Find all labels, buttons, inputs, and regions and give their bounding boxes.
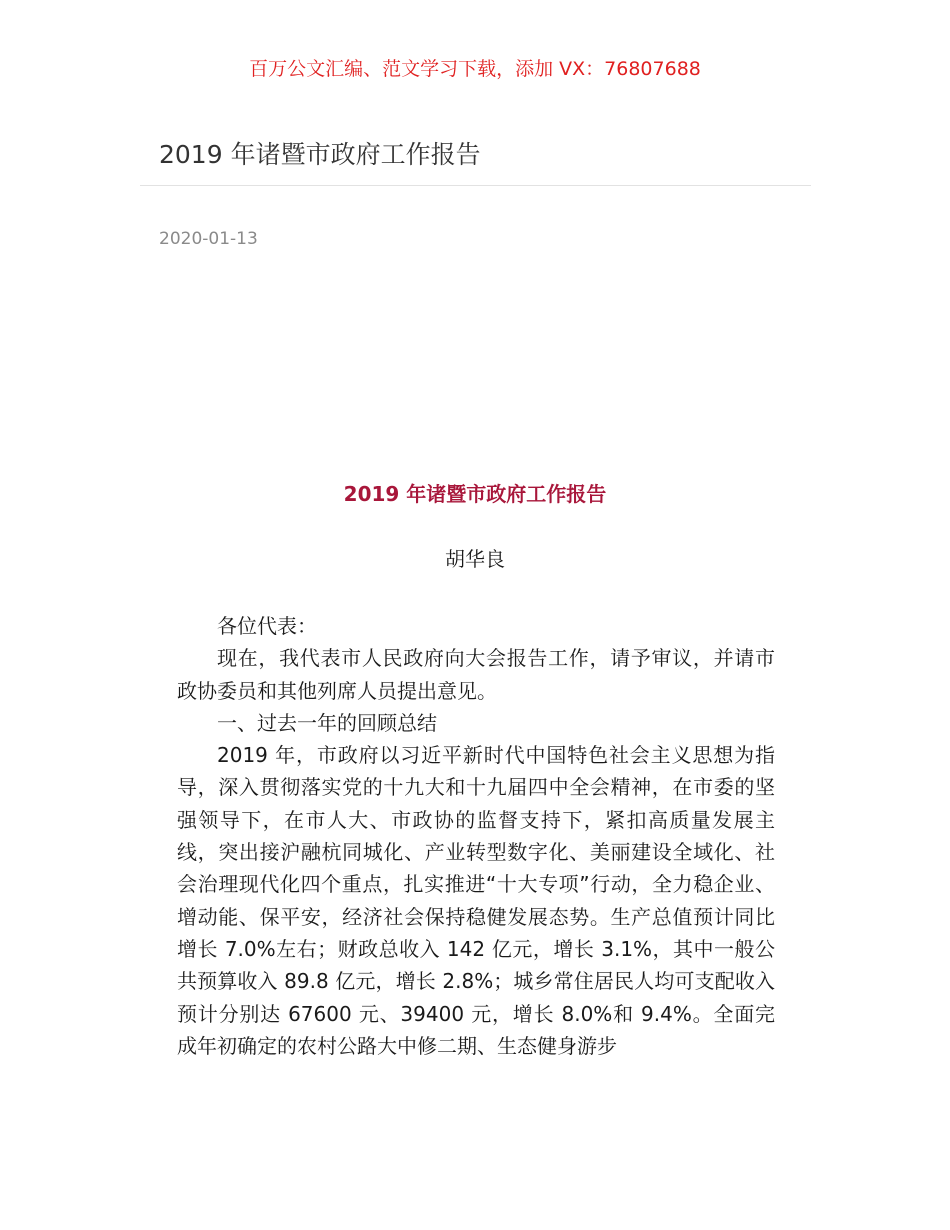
body-paragraph: 2019 年，市政府以习近平新时代中国特色社会主义思想为指导，深入贯彻落实党的十九大和十九届四中全会精神，在市委的坚强领导下，在市人大、市政协的监督支持下，紧扣高质量发展主线，突出接沪融杭同城化、产业转型数字化、美丽建设全域化、社会治理现代化四个重点，扎实推进“十大专项”行动，全力稳企业、增动能、保平安，经济社会保持稳健发展态势。生产总值预计同比增长 7.0%左右；财政总收入 142 亿元，增长 3.1%，其中一般公共预算收入 89.8 亿元，增长 2.8%；城乡常住居民人均可支配收入预计分别达 67600 元、39400 元，增长 8.0%和 9.4%。全面完成年初确定的农村公路大中修二期、生态健身游步 — [177, 743, 775, 1058]
download-banner: 百万公文汇编、范文学习下载，添加 VX：76807688 — [249, 58, 701, 80]
page-title: 2019 年诸暨市政府工作报告 — [159, 140, 481, 169]
document-heading: 2019 年诸暨市政府工作报告 — [343, 482, 607, 506]
title-divider — [140, 185, 811, 186]
body-paragraph: 现在，我代表市人民政府向大会报告工作，请予审议，并请市政协委员和其他列席人员提出意见。 — [177, 646, 775, 703]
document-body — [177, 610, 775, 1062]
publish-date: 2020-01-13 — [159, 229, 258, 249]
document-author: 胡华良 — [445, 547, 505, 571]
salutation: 各位代表： — [217, 614, 317, 638]
section-heading: 一、过去一年的回顾总结 — [217, 710, 437, 735]
